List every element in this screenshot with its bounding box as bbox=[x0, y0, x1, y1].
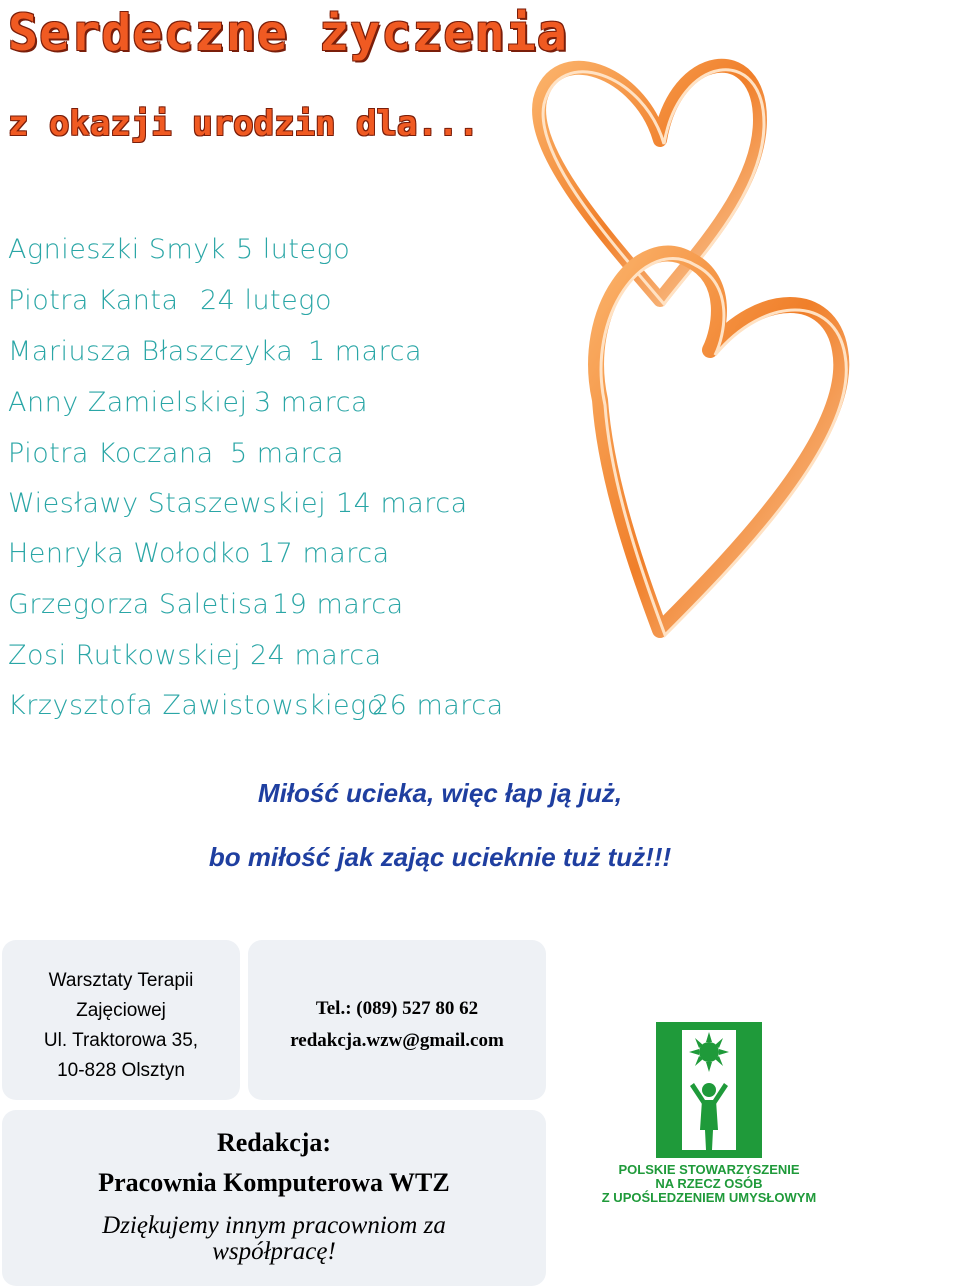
page-title: Serdeczne życzenia bbox=[8, 4, 568, 62]
birthday-row bbox=[8, 336, 423, 376]
editorial-team: Pracownia Komputerowa WTZ bbox=[98, 1168, 450, 1197]
birthday-row bbox=[8, 589, 404, 629]
birthday-date: 17 marca bbox=[258, 538, 390, 569]
birthday-date: 19 marca bbox=[272, 589, 404, 620]
birthday-row bbox=[8, 538, 390, 578]
birthday-row bbox=[8, 387, 369, 427]
birthday-name: Wiesławy Staszewskiej bbox=[8, 488, 327, 519]
org-name-line: NA RZECZ OSÓB bbox=[655, 1176, 763, 1191]
birthday-name: Anny Zamielskiej bbox=[8, 387, 248, 418]
birthday-name: Mariusza Błaszczyka bbox=[8, 336, 294, 367]
email-address[interactable]: redakcja.wzw@gmail.com bbox=[290, 1030, 504, 1051]
birthday-row bbox=[8, 640, 382, 680]
birthday-date: 3 marca bbox=[254, 387, 369, 418]
birthday-name: Henryka Wołodko bbox=[8, 538, 252, 569]
thanks-line-1: Dziękujemy innym pracowniom za bbox=[102, 1212, 446, 1239]
address-box bbox=[2, 940, 240, 1100]
birthday-name: Grzegorza Saletisa bbox=[8, 589, 270, 620]
birthday-name: Krzysztofa Zawistowskiego bbox=[8, 690, 384, 721]
birthday-date: 14 marca bbox=[336, 488, 468, 519]
quote-line-1: Miłość ucieka, więc łap ją już, bbox=[257, 778, 623, 808]
page-subtitle: z okazji urodzin dla... bbox=[8, 104, 479, 144]
birthday-row bbox=[8, 285, 332, 325]
birthday-row bbox=[8, 234, 351, 274]
birthday-date: 24 lutego bbox=[200, 285, 332, 316]
birthday-name: Piotra Kanta bbox=[8, 285, 179, 316]
address-line: 10-828 Olsztyn bbox=[57, 1060, 185, 1081]
birthday-date: 26 marca bbox=[372, 690, 504, 721]
birthday-name: Agnieszki Smyk bbox=[8, 234, 226, 265]
org-name-line: POLSKIE STOWARZYSZENIE bbox=[618, 1162, 800, 1177]
hearts-illustration bbox=[360, 30, 960, 670]
contact-box bbox=[248, 940, 546, 1100]
birthday-row bbox=[8, 690, 504, 730]
phone-number: Tel.: (089) 527 80 62 bbox=[315, 998, 479, 1019]
birthday-row bbox=[8, 438, 345, 478]
org-name-line: Z UPOŚLEDZENIEM UMYSŁOWYM bbox=[601, 1190, 817, 1205]
birthday-date: 5 lutego bbox=[236, 234, 351, 265]
thanks-line-2: współpracę! bbox=[212, 1238, 336, 1265]
address-line: Warsztaty Terapii bbox=[48, 970, 194, 991]
birthday-date: 24 marca bbox=[250, 640, 382, 671]
birthday-name: Zosi Rutkowskiej bbox=[8, 640, 242, 671]
quote-line-2: bo miłość jak zając ucieknie tuż tuż!!! bbox=[208, 842, 672, 872]
birthday-date: 1 marca bbox=[308, 336, 423, 367]
birthday-date: 5 marca bbox=[230, 438, 345, 469]
birthday-name: Piotra Koczana bbox=[8, 438, 214, 469]
editorial-box bbox=[2, 1110, 546, 1286]
birthday-row bbox=[8, 488, 468, 528]
address-line: Zajęciowej bbox=[76, 1000, 166, 1021]
address-line: Ul. Traktorowa 35, bbox=[43, 1030, 199, 1051]
editorial-heading: Redakcja: bbox=[216, 1128, 332, 1157]
